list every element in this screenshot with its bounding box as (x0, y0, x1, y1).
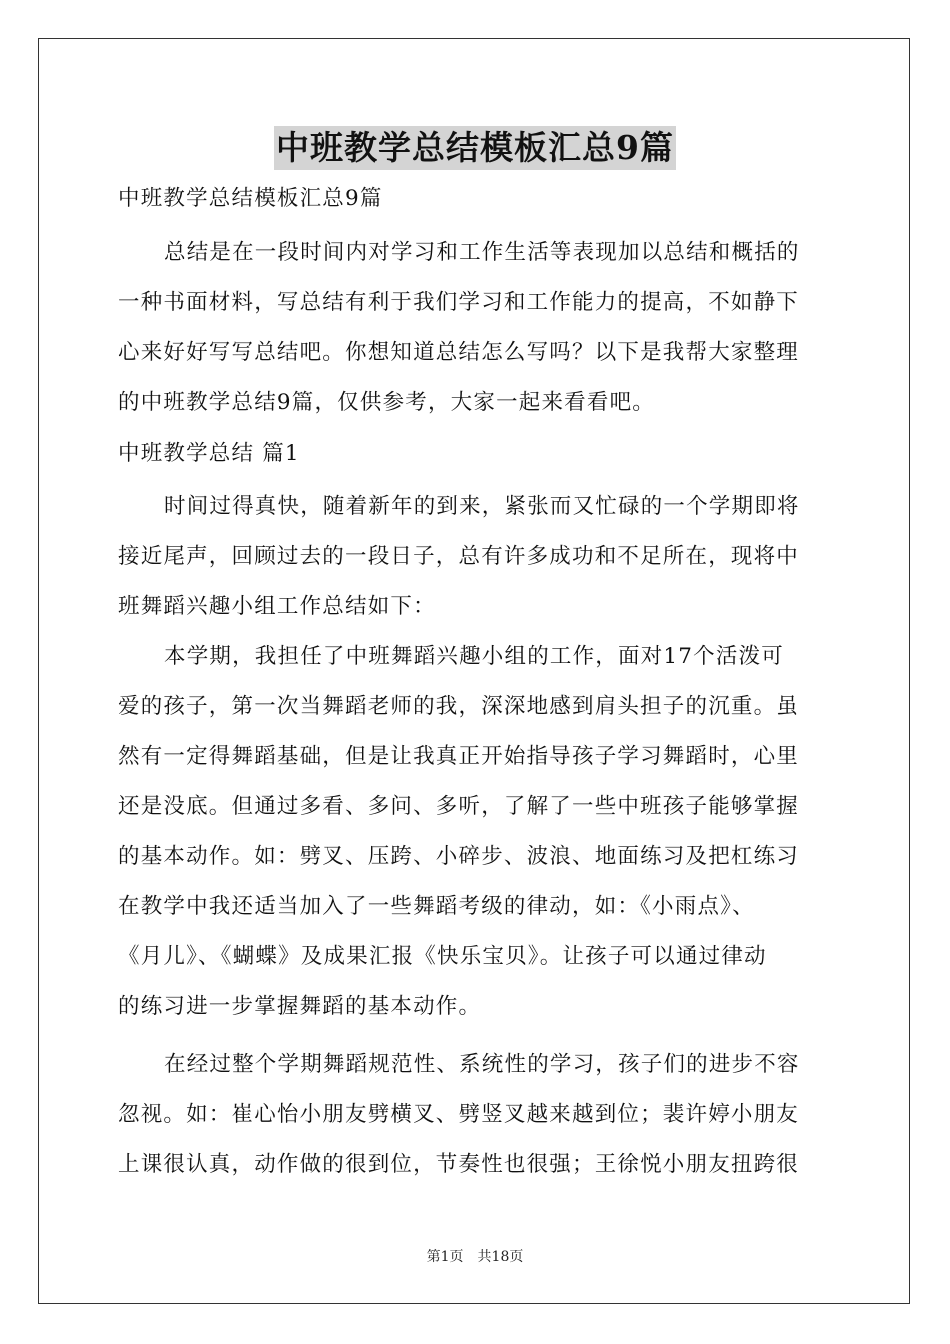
paragraph-line: 心来好好写写总结吧。你想知道总结怎么写吗？以下是我帮大家整理 (118, 340, 800, 365)
title-area (0, 126, 950, 170)
paragraph-line: 接近尾声，回顾过去的一段日子，总有许多成功和不足所在，现将中 (118, 544, 800, 569)
paragraph-line: 一种书面材料，写总结有利于我们学习和工作能力的提高，不如静下 (118, 290, 800, 315)
section-heading: 中班教学总结 篇1 (118, 441, 300, 466)
paragraph-line: 总结是在一段时间内对学习和工作生活等表现加以总结和概括的 (164, 240, 800, 265)
document-title: 中班教学总结模板汇总9篇 (274, 126, 676, 170)
paragraph-line: 在经过整个学期舞蹈规范性、系统性的学习，孩子们的进步不容 (164, 1052, 800, 1077)
paragraph-line: 的练习进一步掌握舞蹈的基本动作。 (118, 994, 482, 1019)
paragraph-line: 然有一定得舞蹈基础，但是让我真正开始指导孩子学习舞蹈时，心里 (118, 744, 800, 769)
paragraph-line: 爱的孩子，第一次当舞蹈老师的我，深深地感到肩头担子的沉重。虽 (118, 694, 800, 719)
paragraph-line: 在教学中我还适当加入了一些舞蹈考级的律动，如：《小雨点》、 (118, 894, 755, 919)
paragraph-line: 时间过得真快，随着新年的到来，紧张而又忙碌的一个学期即将 (164, 494, 800, 519)
section-heading: 中班教学总结模板汇总9篇 (118, 186, 383, 211)
paragraph-line: 上课很认真，动作做的很到位，节奏性也很强；王徐悦小朋友扭跨很 (118, 1152, 800, 1177)
paragraph-line: 《月儿》、《蝴蝶》及成果汇报《快乐宝贝》。让孩子可以通过律动 (118, 944, 767, 969)
paragraph-line: 的中班教学总结9篇，仅供参考，大家一起来看看吧。 (118, 390, 655, 415)
page-footer: 第1页 共18页 (426, 1249, 524, 1265)
paragraph-line: 班舞蹈兴趣小组工作总结如下： (118, 594, 436, 619)
document-body (118, 180, 832, 1190)
paragraph-line: 本学期，我担任了中班舞蹈兴趣小组的工作，面对17个活泼可 (164, 644, 784, 669)
paragraph-line: 还是没底。但通过多看、多问、多听，了解了一些中班孩子能够掌握 (118, 794, 800, 819)
paragraph-line: 忽视。如：崔心怡小朋友劈横叉、劈竖叉越来越到位；裴许婷小朋友 (118, 1102, 800, 1127)
paragraph-line: 的基本动作。如：劈叉、压跨、小碎步、波浪、地面练习及把杠练习 (118, 844, 800, 869)
